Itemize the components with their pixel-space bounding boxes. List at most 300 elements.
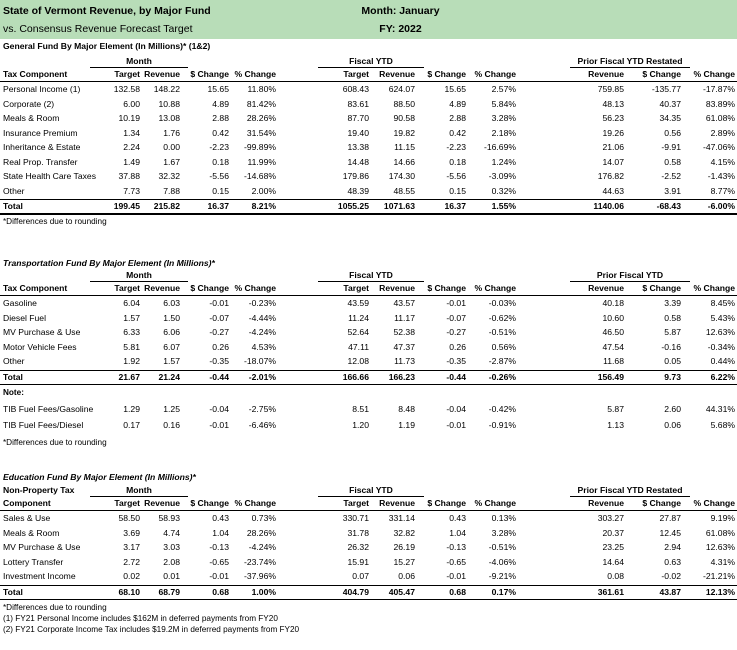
header-rule bbox=[0, 510, 737, 511]
row-value: Target bbox=[343, 283, 369, 293]
group-ytd-label: Fiscal YTD bbox=[349, 56, 393, 66]
row-label: Inheritance & Estate bbox=[3, 142, 81, 152]
row-value: 1.57 bbox=[163, 356, 180, 366]
row-value: 0.63 bbox=[664, 556, 681, 567]
row-value: 624.07 bbox=[388, 84, 415, 94]
row-value: 0.43 bbox=[449, 513, 466, 523]
row-label: Other bbox=[3, 185, 25, 196]
footnote: (1) FY21 Personal Income includes $162M in deferred payments from FY20 bbox=[3, 613, 278, 623]
row-value: Revenue bbox=[144, 498, 180, 508]
row-value: 2.88 bbox=[449, 113, 466, 123]
row-label: Tax Component bbox=[3, 283, 68, 293]
transportation-fund-section bbox=[0, 258, 737, 468]
row-value: Revenue bbox=[144, 69, 180, 79]
row-value: 68.79 bbox=[158, 586, 180, 597]
row-value: $ Change bbox=[190, 69, 229, 79]
row-value: 1.34 bbox=[123, 127, 140, 138]
row-value: 68.10 bbox=[118, 586, 140, 597]
table-row bbox=[0, 571, 737, 583]
row-value: 1055.25 bbox=[337, 201, 369, 211]
row-value: 48.39 bbox=[347, 185, 369, 196]
group-month-label: Month bbox=[126, 270, 152, 280]
row-value: 1.04 bbox=[449, 527, 466, 538]
row-value: 19.26 bbox=[602, 127, 624, 138]
row-value: -0.26% bbox=[488, 371, 516, 382]
table-row bbox=[0, 557, 737, 569]
row-value: -0.02 bbox=[661, 571, 681, 581]
row-value: 0.01 bbox=[163, 571, 180, 581]
group-underline bbox=[90, 281, 188, 282]
row-value: 1.67 bbox=[163, 156, 180, 167]
row-label: Insurance Premium bbox=[3, 127, 78, 138]
row-value: 4.53% bbox=[251, 341, 276, 352]
row-value: 40.37 bbox=[659, 98, 681, 109]
row-value: 2.60 bbox=[664, 403, 681, 414]
row-value: 608.43 bbox=[342, 84, 369, 94]
row-value: 14.66 bbox=[393, 156, 415, 167]
row-label: Total bbox=[3, 371, 23, 382]
row-value: -2.75% bbox=[248, 403, 276, 414]
row-value: 90.58 bbox=[393, 113, 415, 123]
row-value: 0.68 bbox=[212, 586, 229, 597]
education-fund-section bbox=[0, 472, 737, 650]
row-value: 23.25 bbox=[602, 542, 624, 552]
footnote: *Differences due to rounding bbox=[3, 437, 107, 447]
row-value: 15.65 bbox=[444, 84, 466, 94]
row-value: -2.01% bbox=[248, 371, 276, 382]
row-label: Lottery Transfer bbox=[3, 556, 64, 567]
row-value: 6.03 bbox=[163, 298, 180, 308]
row-value: $ Change bbox=[190, 283, 229, 293]
row-value: 58.93 bbox=[158, 513, 180, 523]
header-rule bbox=[0, 81, 737, 82]
row-value: 0.18 bbox=[449, 156, 466, 167]
row-value: 19.40 bbox=[347, 127, 369, 138]
row-value: 330.71 bbox=[342, 513, 369, 523]
row-value: 6.22% bbox=[710, 371, 735, 382]
row-value: 1.13 bbox=[607, 420, 624, 430]
row-value: 6.33 bbox=[123, 327, 140, 337]
row-value: 4.15% bbox=[710, 156, 735, 167]
row-value: 21.06 bbox=[602, 142, 624, 152]
row-value: 11.73 bbox=[394, 356, 415, 366]
row-value: 20.37 bbox=[602, 527, 624, 538]
row-value: 0.06 bbox=[398, 571, 415, 581]
group-month-label: Month bbox=[126, 485, 152, 495]
row-value: 10.88 bbox=[158, 98, 180, 109]
row-value: 2.08 bbox=[163, 556, 180, 567]
education-fund-title: Education Fund By Major Element (In Millions)* bbox=[3, 472, 196, 482]
row-value: -0.04 bbox=[446, 403, 466, 414]
row-value: -2.23 bbox=[446, 142, 466, 152]
row-value: 83.61 bbox=[347, 98, 369, 109]
row-value: Revenue bbox=[379, 69, 415, 79]
row-value: 34.35 bbox=[659, 113, 681, 123]
row-value: -0.44 bbox=[209, 371, 229, 382]
row-value: $ Change bbox=[642, 498, 681, 508]
row-value: $ Change bbox=[427, 498, 466, 508]
tib-row bbox=[0, 420, 737, 432]
row-value: 32.82 bbox=[393, 527, 415, 538]
row-label: Sales & Use bbox=[3, 513, 51, 523]
row-value: 43.87 bbox=[659, 586, 681, 597]
row-label: MV Purchase & Use bbox=[3, 327, 81, 337]
row-label: Diesel Fuel bbox=[3, 312, 46, 323]
row-value: -37.96% bbox=[243, 571, 276, 581]
row-value: 0.58 bbox=[664, 312, 681, 323]
row-value: 1.25 bbox=[163, 403, 180, 414]
table-row bbox=[0, 142, 737, 154]
table-row bbox=[0, 528, 737, 540]
row-label: Component bbox=[3, 498, 51, 508]
row-value: 1.24% bbox=[491, 156, 516, 167]
row-value: 15.91 bbox=[347, 556, 369, 567]
row-value: 21.24 bbox=[158, 371, 180, 382]
row-value: -68.43 bbox=[656, 201, 681, 211]
row-value: % Change bbox=[234, 69, 276, 79]
total-rule-top bbox=[0, 199, 737, 200]
row-value: 5.84% bbox=[491, 98, 516, 109]
row-value: 0.18 bbox=[212, 156, 229, 167]
row-label: State Health Care Taxes bbox=[3, 171, 96, 181]
table-row bbox=[0, 171, 737, 183]
row-value: 52.38 bbox=[393, 327, 415, 337]
row-value: 12.63% bbox=[705, 542, 735, 552]
row-value: 0.56 bbox=[664, 127, 681, 138]
row-value: -17.87% bbox=[702, 84, 735, 94]
row-value: 3.28% bbox=[491, 113, 516, 123]
row-value: -0.01 bbox=[446, 420, 466, 430]
row-value: 0.73% bbox=[251, 513, 276, 523]
row-value: -0.16 bbox=[661, 341, 681, 352]
row-value: 31.54% bbox=[246, 127, 276, 138]
row-value: 6.06 bbox=[163, 327, 180, 337]
row-value: 405.47 bbox=[388, 586, 415, 597]
row-value: 361.61 bbox=[597, 586, 624, 597]
row-value: -0.13 bbox=[446, 542, 466, 552]
row-value: 4.74 bbox=[163, 527, 180, 538]
table-row bbox=[0, 513, 737, 525]
row-value: -0.07 bbox=[446, 312, 466, 323]
table-row bbox=[0, 113, 737, 125]
row-value: 8.51 bbox=[352, 403, 369, 414]
total-rule-top bbox=[0, 370, 737, 371]
row-value: 14.48 bbox=[347, 156, 369, 167]
row-value: % Change bbox=[234, 283, 276, 293]
row-value: 0.07 bbox=[352, 571, 369, 581]
row-value: 0.68 bbox=[449, 586, 466, 597]
row-value: 31.78 bbox=[347, 527, 369, 538]
row-value: 1071.63 bbox=[383, 201, 415, 211]
row-value: 26.32 bbox=[347, 542, 369, 552]
row-value: 0.08 bbox=[607, 571, 624, 581]
row-value: -6.00% bbox=[707, 201, 735, 211]
row-value: -0.01 bbox=[209, 298, 229, 308]
row-value: -2.23 bbox=[209, 142, 229, 152]
row-label: Meals & Room bbox=[3, 527, 60, 538]
row-value: -4.44% bbox=[248, 312, 276, 323]
row-value: 21.67 bbox=[118, 371, 140, 382]
group-underline bbox=[570, 67, 690, 68]
row-value: 0.17 bbox=[123, 420, 140, 430]
row-value: 0.02 bbox=[123, 571, 140, 581]
footnote: *Differences due to rounding bbox=[3, 602, 107, 612]
row-value: Target bbox=[114, 283, 140, 293]
row-value: 43.59 bbox=[347, 298, 369, 308]
row-value: -21.21% bbox=[702, 571, 735, 581]
row-value: % Change bbox=[474, 283, 516, 293]
row-value: $ Change bbox=[642, 283, 681, 293]
row-value: 28.26% bbox=[246, 527, 276, 538]
row-value: -0.27 bbox=[209, 327, 229, 337]
row-value: 8.21% bbox=[251, 201, 276, 211]
row-value: -1.43% bbox=[707, 171, 735, 181]
row-value: 3.03 bbox=[163, 542, 180, 552]
table-row bbox=[0, 84, 737, 96]
row-value: % Change bbox=[693, 283, 735, 293]
row-value: 48.13 bbox=[602, 98, 624, 109]
table-row bbox=[0, 542, 737, 554]
row-value: 11.17 bbox=[394, 312, 415, 323]
row-value: 11.80% bbox=[247, 84, 276, 94]
row-value: 61.08% bbox=[705, 527, 735, 538]
row-value: 2.57% bbox=[491, 84, 516, 94]
total-row bbox=[0, 587, 737, 599]
report-title: State of Vermont Revenue, by Major Fund bbox=[3, 5, 211, 17]
row-value: 0.15 bbox=[212, 185, 229, 196]
row-value: 11.99% bbox=[247, 156, 276, 167]
row-value: Target bbox=[114, 498, 140, 508]
row-value: -0.51% bbox=[488, 327, 516, 337]
footnote: *Differences due to rounding bbox=[3, 217, 107, 226]
row-value: 0.06 bbox=[664, 420, 681, 430]
row-value: 8.48 bbox=[398, 403, 415, 414]
row-value: 3.39 bbox=[664, 298, 681, 308]
row-value: -0.01 bbox=[446, 571, 466, 581]
row-value: 83.89% bbox=[705, 98, 735, 109]
table-row bbox=[0, 157, 737, 169]
row-value: -9.91 bbox=[661, 142, 681, 152]
row-value: 12.08 bbox=[347, 356, 369, 366]
row-value: 44.31% bbox=[705, 403, 735, 414]
row-value: Revenue bbox=[588, 69, 624, 79]
group-underline bbox=[90, 67, 188, 68]
row-value: 19.82 bbox=[393, 127, 415, 138]
row-value: 9.19% bbox=[710, 513, 735, 523]
row-value: -5.56 bbox=[446, 171, 466, 181]
row-value: 759.85 bbox=[597, 84, 624, 94]
row-value: 4.89 bbox=[449, 98, 466, 109]
row-value: 166.66 bbox=[342, 371, 369, 382]
table-row bbox=[0, 327, 737, 339]
row-value: -0.62% bbox=[488, 312, 516, 323]
row-value: % Change bbox=[234, 498, 276, 508]
table-row bbox=[0, 356, 737, 368]
row-value: 1140.06 bbox=[593, 201, 624, 211]
row-value: 11.15 bbox=[394, 142, 415, 152]
row-value: % Change bbox=[693, 498, 735, 508]
row-value: 16.37 bbox=[444, 201, 466, 211]
total-rule-top bbox=[0, 585, 737, 586]
row-value: -47.06% bbox=[702, 142, 735, 152]
row-value: -16.69% bbox=[483, 142, 516, 152]
report-banner bbox=[0, 0, 737, 39]
row-value: -3.09% bbox=[488, 171, 516, 181]
row-value: -0.65 bbox=[446, 556, 466, 567]
row-label: Other bbox=[3, 356, 25, 366]
row-value: 12.45 bbox=[659, 527, 681, 538]
row-value: 148.22 bbox=[153, 84, 180, 94]
total-row bbox=[0, 201, 737, 213]
transportation-fund-title: Transportation Fund By Major Element (In Millions)* bbox=[3, 258, 215, 268]
table-row bbox=[0, 298, 737, 310]
row-value: 0.44% bbox=[710, 356, 735, 366]
row-value: -99.89% bbox=[243, 142, 276, 152]
footnote: (2) FY21 Corporate Income Tax includes $19.2M in deferred payments from FY20 bbox=[3, 624, 300, 634]
row-value: 179.86 bbox=[342, 171, 369, 181]
row-value: 7.88 bbox=[163, 185, 180, 196]
row-value: 1.50 bbox=[163, 312, 180, 323]
row-value: 13.38 bbox=[347, 142, 369, 152]
row-value: 61.08% bbox=[705, 113, 735, 123]
row-value: 2.00% bbox=[251, 185, 276, 196]
row-value: Revenue bbox=[379, 498, 415, 508]
total-rule-bottom bbox=[0, 599, 737, 601]
column-header-row bbox=[0, 69, 737, 81]
total-rule-bottom bbox=[0, 213, 737, 215]
row-value: 0.32% bbox=[491, 185, 516, 196]
row-value: 13.08 bbox=[158, 113, 180, 123]
row-value: % Change bbox=[474, 69, 516, 79]
row-value: 3.69 bbox=[123, 527, 140, 538]
row-value: 3.28% bbox=[491, 527, 516, 538]
row-value: 2.88 bbox=[212, 113, 229, 123]
row-label: Motor Vehicle Fees bbox=[3, 341, 77, 352]
row-value: 1.19 bbox=[398, 420, 415, 430]
group-underline bbox=[318, 281, 424, 282]
row-value: 0.16 bbox=[163, 420, 180, 430]
row-value: 52.64 bbox=[347, 327, 369, 337]
row-value: $ Change bbox=[427, 283, 466, 293]
row-value: 5.87 bbox=[664, 327, 681, 337]
row-value: -0.01 bbox=[209, 420, 229, 430]
group-underline bbox=[90, 496, 188, 497]
row-value: -5.56 bbox=[209, 171, 229, 181]
row-value: $ Change bbox=[427, 69, 466, 79]
column-header-row bbox=[0, 283, 737, 295]
row-value: 0.13% bbox=[491, 513, 516, 523]
row-value: -0.13 bbox=[209, 542, 229, 552]
row-value: 81.42% bbox=[246, 98, 276, 109]
row-label: TIB Fuel Fees/Gasoline bbox=[3, 403, 94, 414]
report-subtitle: vs. Consensus Revenue Forecast Target bbox=[3, 23, 193, 35]
row-label: Meals & Room bbox=[3, 113, 60, 123]
row-value: Revenue bbox=[588, 498, 624, 508]
row-value: -0.01 bbox=[446, 298, 466, 308]
row-value: 12.63% bbox=[705, 327, 735, 337]
row-value: -135.77 bbox=[651, 84, 681, 94]
row-value: 331.14 bbox=[388, 513, 415, 523]
row-value: Revenue bbox=[144, 283, 180, 293]
row-value: -0.01 bbox=[209, 571, 229, 581]
row-value: 14.07 bbox=[602, 156, 624, 167]
row-value: 2.24 bbox=[123, 142, 140, 152]
row-label: Tax Component bbox=[3, 69, 68, 79]
row-value: 16.37 bbox=[207, 201, 229, 211]
row-value: 132.58 bbox=[113, 84, 140, 94]
row-value: 1.29 bbox=[123, 403, 140, 414]
row-value: -0.51% bbox=[488, 542, 516, 552]
row-label: Corporate (2) bbox=[3, 98, 55, 109]
row-value: 1.76 bbox=[163, 127, 180, 138]
row-value: 8.77% bbox=[710, 185, 735, 196]
row-value: -0.35 bbox=[209, 356, 229, 366]
row-value: 0.56% bbox=[491, 341, 516, 352]
row-value: 27.87 bbox=[659, 513, 681, 523]
row-value: -2.87% bbox=[488, 356, 516, 366]
row-label: Gasoline bbox=[3, 298, 37, 308]
row-value: 0.15 bbox=[449, 185, 466, 196]
row-value: 8.45% bbox=[710, 298, 735, 308]
group-prior-label: Prior Fiscal YTD bbox=[596, 270, 664, 280]
row-value: -0.07 bbox=[209, 312, 229, 323]
row-value: 46.50 bbox=[602, 327, 624, 337]
row-value: 43.57 bbox=[393, 298, 415, 308]
row-value: 32.32 bbox=[158, 171, 180, 181]
row-value: 3.91 bbox=[664, 185, 681, 196]
row-value: 2.72 bbox=[123, 556, 140, 567]
row-value: 5.81 bbox=[123, 341, 140, 352]
row-value: -0.91% bbox=[488, 420, 516, 430]
row-value: 6.04 bbox=[123, 298, 140, 308]
row-value: 15.27 bbox=[393, 556, 415, 567]
row-value: 28.26% bbox=[246, 113, 276, 123]
row-value: 4.31% bbox=[710, 556, 735, 567]
row-label: Personal Income (1) bbox=[3, 84, 81, 94]
row-value: 176.82 bbox=[597, 171, 624, 181]
row-value: 4.89 bbox=[212, 98, 229, 109]
column-header-row bbox=[0, 498, 737, 510]
row-value: -23.74% bbox=[243, 556, 276, 567]
row-value: 40.18 bbox=[602, 298, 624, 308]
row-value: 3.17 bbox=[123, 542, 140, 552]
table-row bbox=[0, 313, 737, 325]
row-value: 56.23 bbox=[602, 113, 624, 123]
row-value: % Change bbox=[474, 498, 516, 508]
row-value: 88.50 bbox=[393, 98, 415, 109]
row-value: -0.65 bbox=[209, 556, 229, 567]
header-label-line1: Non-Property Tax bbox=[3, 485, 75, 495]
row-value: 0.58 bbox=[664, 156, 681, 167]
row-value: 1.92 bbox=[123, 356, 140, 366]
row-value: -0.44 bbox=[446, 371, 466, 382]
row-value: -14.68% bbox=[243, 171, 276, 181]
row-value: 2.18% bbox=[491, 127, 516, 138]
row-value: 58.50 bbox=[118, 513, 140, 523]
row-value: 1.20 bbox=[352, 420, 369, 430]
row-value: Revenue bbox=[379, 283, 415, 293]
note-label: Note: bbox=[3, 387, 24, 397]
row-value: $ Change bbox=[190, 498, 229, 508]
row-value: 174.30 bbox=[388, 171, 415, 181]
group-underline bbox=[570, 496, 690, 497]
row-value: 156.49 bbox=[597, 371, 624, 382]
group-underline bbox=[570, 281, 690, 282]
row-value: 1.57 bbox=[123, 312, 140, 323]
table-row bbox=[0, 342, 737, 354]
group-prior-label: Prior Fiscal YTD Restated bbox=[577, 485, 683, 495]
group-underline bbox=[318, 496, 424, 497]
